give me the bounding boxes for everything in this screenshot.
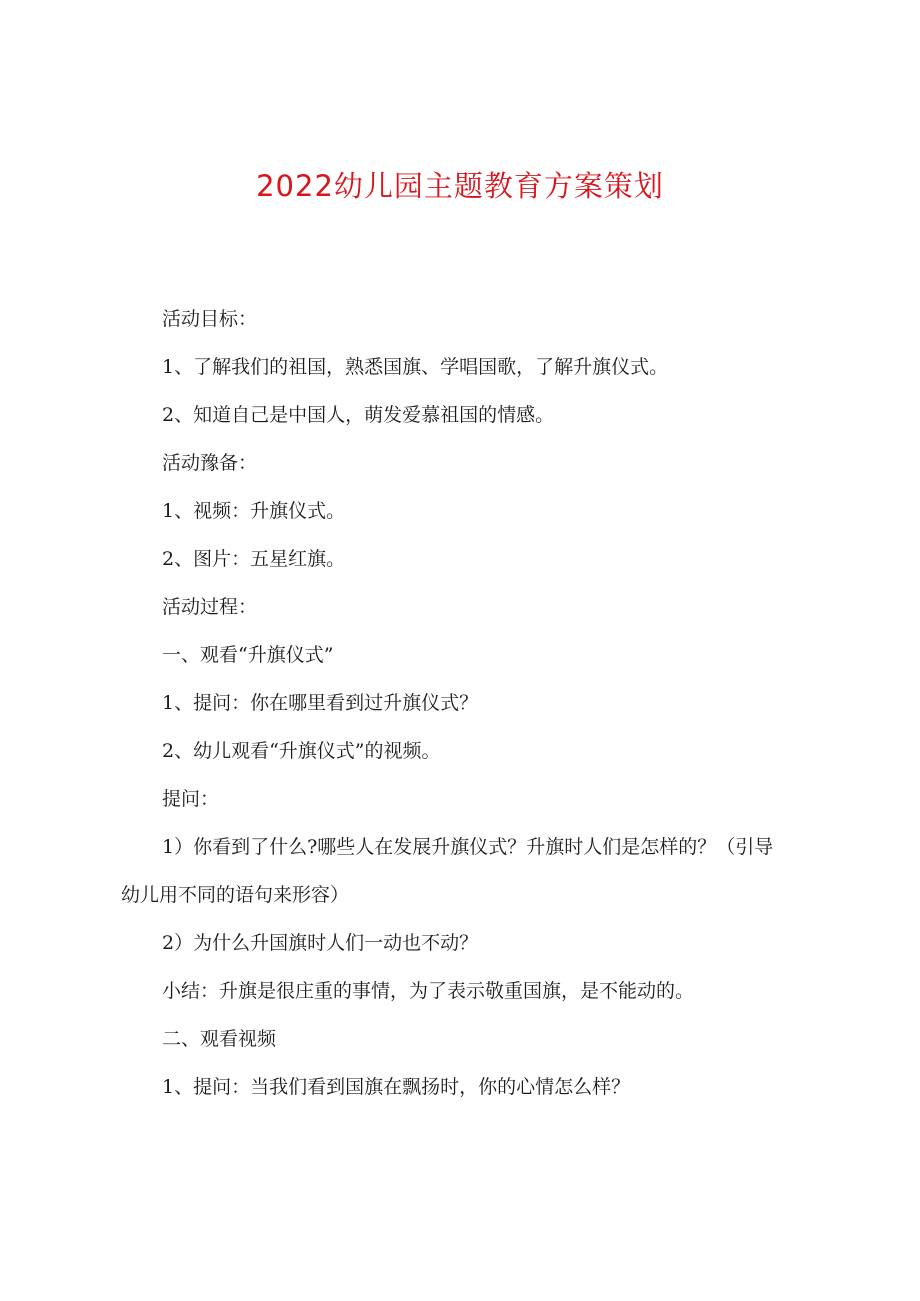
subheading-part-2: 二、观看视频	[162, 1028, 277, 1050]
paragraph-summary: 小结：升旗是很庄重的事情，为了表示敬重国旗，是不能动的。	[162, 980, 695, 1002]
paragraph-question-1-line-2: 幼儿用不同的语句来形容）	[121, 884, 350, 906]
paragraph-prep-1: 1、视频：升旗仪式。	[162, 500, 346, 522]
section-heading-process: 活动过程：	[162, 596, 258, 618]
subheading-part-1: 一、观看“升旗仪式”	[162, 644, 334, 666]
paragraph-prep-2: 2、图片：五星红旗。	[162, 548, 346, 570]
paragraph-question-1-line-1: 1）你看到了什么?哪些人在发展升旗仪式？升旗时人们是怎样的？（引导	[162, 836, 774, 858]
paragraph-question-2: 2）为什么升国旗时人们一动也不动？	[162, 932, 479, 954]
paragraph-goal-2: 2、知道自己是中国人，萌发爱慕祖国的情感。	[162, 404, 555, 426]
document-title: 2022幼儿园主题教育方案策划	[256, 169, 664, 203]
paragraph-process-2: 2、幼儿观看“升旗仪式”的视频。	[162, 740, 441, 762]
section-heading-preparation: 活动豫备：	[162, 452, 258, 474]
paragraph-goal-1: 1、了解我们的祖国，熟悉国旗、学唱国歌，了解升旗仪式。	[162, 356, 669, 378]
paragraph-process-1: 1、提问：你在哪里看到过升旗仪式？	[162, 692, 479, 714]
paragraph-question-label: 提问：	[162, 788, 220, 810]
paragraph-part-2-question-1: 1、提问：当我们看到国旗在飘扬时，你的心情怎么样？	[162, 1076, 631, 1098]
section-heading-goals: 活动目标：	[162, 308, 258, 330]
